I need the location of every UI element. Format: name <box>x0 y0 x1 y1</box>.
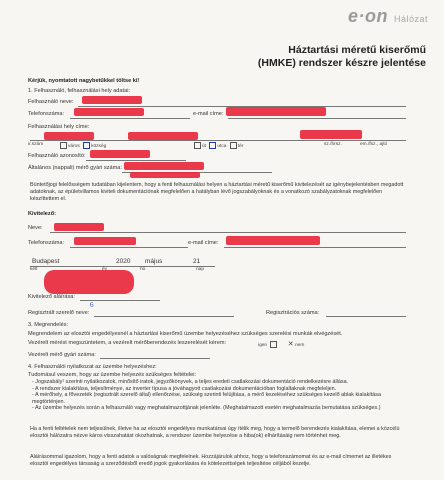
redaction-signature <box>44 270 134 294</box>
street-type <box>192 142 243 149</box>
contractor-phone-field[interactable] <box>70 247 188 248</box>
section3-heading: 3. Megrendelés: <box>28 322 69 328</box>
village-label: község <box>91 143 107 149</box>
redaction-user-name <box>82 96 142 104</box>
reg-name-field[interactable] <box>94 316 234 317</box>
reg-num-field[interactable] <box>326 316 406 317</box>
redaction-user-phone <box>74 108 144 116</box>
redaction-meter-2 <box>130 172 200 178</box>
title-line2: (HMKE) rendszer készre jelentése <box>257 57 426 69</box>
postcode-label: ir.szám <box>28 142 44 147</box>
user-email-label: e-mail címe: <box>193 111 224 117</box>
section1-heading: 1. Felhasználó, felhasználási hely adatai: <box>28 88 130 94</box>
date-line[interactable] <box>30 266 215 267</box>
reg-num-label: Regisztrációs száma: <box>266 310 320 316</box>
road-label: út <box>202 143 207 149</box>
contractor-heading: Kivitelező: <box>28 211 56 217</box>
street-checkbox[interactable] <box>209 142 216 149</box>
user-email-field[interactable] <box>228 118 406 119</box>
square-checkbox[interactable] <box>230 142 237 149</box>
city-label: város <box>68 143 80 149</box>
section4-paragraph2: Ha a fenti feltételek nem teljesülnek, illetve ha az elosztói engedélyes munkatársai úgy ítélik meg, hogy a termelő berendezés kialakítása, elemei a közcélú elosztói hálózatra nézve káros visszahatást okozhatnak, a rendszer üzembe helyezése a hiba(ok) elhárításáig nem történhet meg. <box>30 426 400 439</box>
redaction-user-email <box>226 107 326 116</box>
section4-item: - A mérőhely, a fővezeték (regisztrált szerelő által) ellenőrzése, szükség szerinti felújítása, a mérő kezeléséhez szükséges kezelő ablak kialakítása megtörténjen. <box>32 392 381 405</box>
no-label: nem <box>294 343 305 348</box>
section4-item: - A rendszer kialakítása, teljesítménye, az inverter típusa a jóváhagyott csatlakozási dokumentációban foglaltaknak megfeleljen. <box>32 385 337 392</box>
date-month: május <box>145 258 163 265</box>
address-label: Felhasználási hely címe: <box>28 124 90 130</box>
date-year: 2020 <box>116 258 131 265</box>
section3-question: Vezérelt mérést megszüntetem, a vezérelt mérőberendezés leszerelését kérem: <box>28 340 227 346</box>
user-id-field[interactable] <box>86 160 186 161</box>
redaction-contractor-email <box>226 236 320 245</box>
day-label: nap <box>196 267 205 272</box>
section4-intro: Tudomásul veszem, hogy az üzembe helyezés szükséges feltételei: <box>28 372 197 378</box>
village-checkbox[interactable] <box>83 142 90 149</box>
contractor-email-label: e-mail címe: <box>188 240 219 246</box>
contractor-name-field[interactable] <box>50 232 406 233</box>
user-name-label: Felhasználó neve: <box>28 99 74 105</box>
user-id-label: Felhasználó azonosító: <box>28 153 86 159</box>
redaction-street <box>128 132 198 140</box>
title-line1: Háztartási méretű kiserőmű <box>288 44 426 56</box>
reg-name-label: Regisztrált szerelő neve: <box>28 310 90 316</box>
redaction-meter <box>124 162 204 170</box>
redaction-user-id <box>90 150 150 158</box>
section4-items <box>32 379 408 412</box>
number-label: sz./hrsz. <box>324 142 342 147</box>
city-checkbox[interactable] <box>60 142 67 149</box>
yes-no-options <box>258 340 304 348</box>
yes-label: igen <box>258 343 268 348</box>
brand-sub: Hálózat <box>393 14 428 24</box>
handwritten-mark: 6 <box>90 301 94 309</box>
square-label: tér <box>237 143 244 149</box>
redaction-contractor-name <box>54 223 104 231</box>
section4-item: - Az üzembe helyezés során a felhasználó vagy meghatalmazottjának jelenléte. (Meghatalmazott esetén meghatalmazás bemutatása szükséges.) <box>32 405 381 412</box>
redaction-number <box>300 130 362 139</box>
road-checkbox[interactable] <box>194 142 201 149</box>
section3-text: Megrendelem az elosztói engedélyesnél a háztartási kiserőmű üzembe helyezéséhez szükséges szerelési munkák elvégzését. <box>28 331 343 337</box>
date-city: Budapest <box>32 258 60 265</box>
section4-heading: 4. Felhasználói nyilatkozat az üzembe helyezéshez: <box>28 364 157 370</box>
user-phone-field[interactable] <box>70 118 190 119</box>
settlement-type <box>58 142 106 149</box>
contractor-email-field[interactable] <box>224 247 406 248</box>
meter-label: Általános (nappali) mérő gyári száma: <box>28 165 122 171</box>
floor-label: em./fsz., ajtó <box>360 142 388 147</box>
yes-checkbox[interactable] <box>270 341 277 348</box>
contractor-phone-label: Telefonszáma: <box>28 240 65 246</box>
redaction-contractor-phone <box>74 237 136 245</box>
contractor-name-label: Neve: <box>28 225 43 231</box>
declaration-text: Büntetőjogi felelősségem tudatában kijelentem, hogy a fenti felhasználási helyen a háztartási méretű kiserőmű kivitelezését az igénybejelentésben megadott adatoknak, az épületvillamos kiviteli dokumentációnak megfelelően a hatályban lévő jogszabályoknak és a vonatkozó szabályzatoknak megfelelően készíttettem el. <box>30 182 404 202</box>
eon-logo <box>348 6 428 27</box>
section4-paragraph3: Aláírásommal igazolom, hogy a fenti adatok a valóságnak megfelelnek. Hozzájárulok ahhoz, hogy a telefonszámomat és az e-mail címemet az illetékes elosztói engedélyes társaság a szerződésből eredő jogok gyakorlására és kötelezettségek teljesítése céljából kezelje. <box>30 454 392 467</box>
date-day: 21 <box>193 258 201 265</box>
section3-meter-field[interactable] <box>100 358 210 359</box>
instructions: Kérjük, nyomtatott nagybetűkkel töltse ki! <box>28 78 140 84</box>
no-checkmark-icon[interactable]: ✕ <box>287 341 294 348</box>
month-label: hó <box>140 267 146 272</box>
section4-item: - Jogszabály¹ szerinti nyilatkozatok, minősítő iratok, jegyzőkönyvek, a teljes eredeti csatlakozási dokumentáció rendelkezésre állása. <box>32 379 349 385</box>
section3-meter-label: Vezérelt mérő gyári száma: <box>28 352 96 358</box>
street-label: utca <box>217 143 227 149</box>
signature-label: Kivitelező aláírása: <box>28 294 75 300</box>
redaction-postcode <box>44 132 94 140</box>
user-phone-label: Telefonszáma: <box>28 111 65 117</box>
date-prefix: kelt <box>30 267 38 272</box>
brand-text: e·on <box>347 6 388 26</box>
address-field[interactable] <box>30 140 406 141</box>
